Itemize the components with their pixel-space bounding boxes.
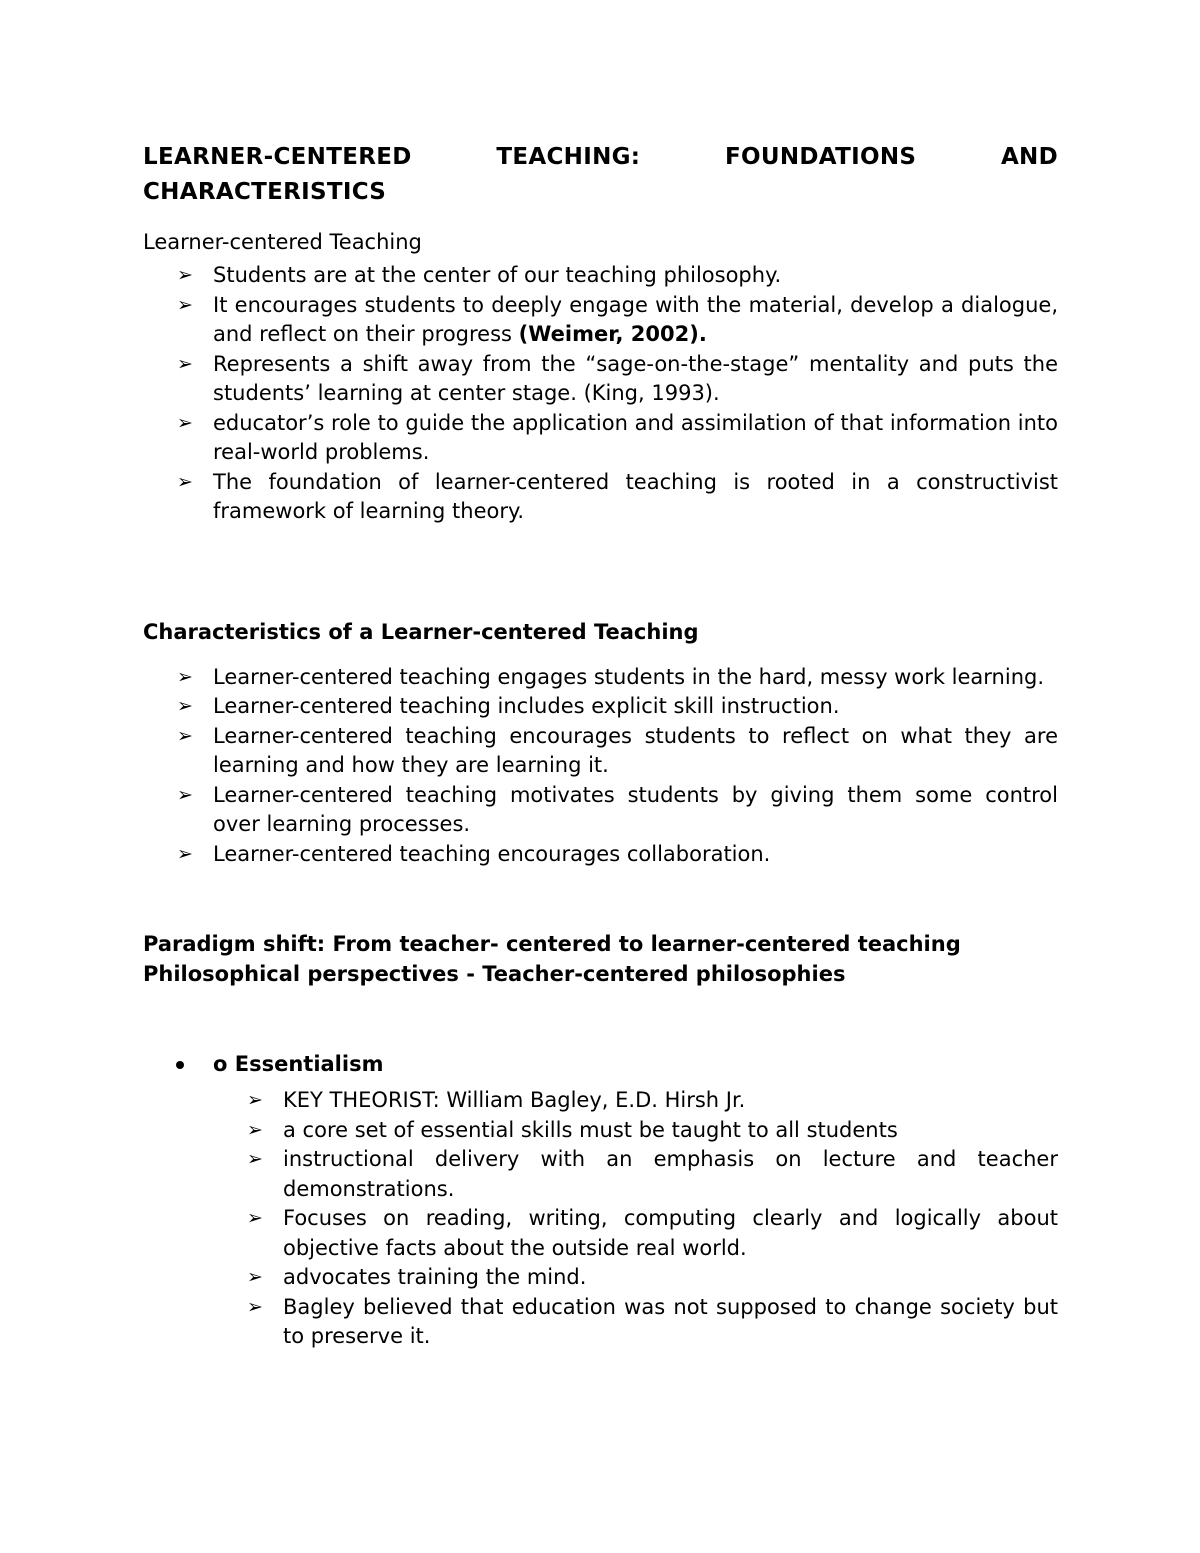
intro-list bbox=[143, 261, 1058, 527]
arrow-bullet-icon: ➢ bbox=[177, 411, 193, 434]
list-item-text: Represents a shift away from the “sage-on-the-stage” mentality and puts the students’ learning at center stage. (King, 1993). bbox=[213, 351, 1058, 405]
list-item bbox=[143, 468, 1058, 527]
list-item bbox=[143, 722, 1058, 781]
arrow-bullet-icon: ➢ bbox=[247, 1148, 263, 1170]
list-item bbox=[143, 1204, 1058, 1263]
intro-subheading: Learner-centered Teaching bbox=[143, 230, 422, 254]
arrow-bullet-icon: ➢ bbox=[177, 783, 193, 806]
essentialism-heading-text: o Essentialism bbox=[213, 1052, 384, 1076]
list-item bbox=[143, 1293, 1058, 1352]
list-item-text: instructional delivery with an emphasis on lecture and teacher demonstrations. bbox=[283, 1147, 1058, 1201]
arrow-bullet-icon: ➢ bbox=[177, 724, 193, 747]
arrow-bullet-icon: ➢ bbox=[177, 264, 193, 286]
list-item bbox=[143, 261, 1058, 291]
list-item bbox=[143, 1145, 1058, 1204]
list-item-text: advocates training the mind. bbox=[283, 1265, 587, 1289]
list-item bbox=[143, 1116, 1058, 1146]
list-item-text: Learner-centered teaching includes explicit skill instruction. bbox=[213, 694, 840, 718]
list-item-text: educator’s role to guide the application and assimilation of that information into real-world problems. bbox=[213, 410, 1058, 464]
page-title bbox=[143, 140, 1058, 210]
list-item bbox=[143, 1086, 1058, 1116]
list-item bbox=[143, 692, 1058, 722]
list-item-text: Learner-centered teaching engages students in the hard, messy work learning. bbox=[213, 664, 1045, 689]
arrow-bullet-icon: ➢ bbox=[177, 665, 193, 688]
document-page bbox=[143, 140, 1058, 1352]
arrow-bullet-icon: ➢ bbox=[247, 1266, 263, 1288]
list-item-text: Bagley believed that education was not supposed to change society but to preserve it. bbox=[283, 1294, 1058, 1348]
paradigm-title-line-2: Philosophical perspectives - Teacher-centered philosophies bbox=[143, 962, 846, 986]
arrow-bullet-icon: ➢ bbox=[247, 1207, 263, 1229]
list-item bbox=[143, 350, 1058, 409]
list-item-text: Learner-centered teaching encourages collaboration. bbox=[213, 841, 771, 866]
list-item-text: KEY THEORIST: William Bagley, E.D. Hirsh Jr. bbox=[283, 1088, 746, 1112]
arrow-bullet-icon: ➢ bbox=[247, 1295, 263, 1318]
page-title-line-1: LEARNER-CENTERED TEACHING: FOUNDATIONS AND bbox=[143, 144, 1058, 170]
list-item-text: Learner-centered teaching motivates students by giving them some control over learning processes. bbox=[213, 782, 1058, 836]
list-item bbox=[143, 663, 1058, 693]
arrow-bullet-icon: ➢ bbox=[247, 1118, 263, 1141]
arrow-bullet-icon: ➢ bbox=[247, 1089, 263, 1111]
arrow-bullet-icon: ➢ bbox=[177, 695, 193, 717]
characteristics-list bbox=[143, 663, 1058, 870]
list-item-text: The foundation of learner-centered teaching is rooted in a constructivist framework of learning theory. bbox=[213, 469, 1058, 523]
spacer bbox=[143, 989, 1058, 1049]
list-item bbox=[143, 840, 1058, 870]
list-item-text: Learner-centered teaching encourages students to reflect on what they are learning and how they are learning it. bbox=[213, 723, 1058, 777]
arrow-bullet-icon: ➢ bbox=[177, 293, 193, 316]
list-item bbox=[143, 291, 1058, 350]
essentialism-list bbox=[143, 1086, 1058, 1352]
bullet-dot-icon bbox=[176, 1061, 184, 1069]
list-item-text: Focuses on reading, writing, computing clearly and logically about objective facts about the outside real world. bbox=[283, 1206, 1058, 1260]
arrow-bullet-icon: ➢ bbox=[177, 352, 193, 375]
paradigm-title-line-1: Paradigm shift: From teacher- centered to learner-centered teaching bbox=[143, 932, 961, 956]
page-title-line-2: CHARACTERISTICS bbox=[143, 179, 387, 205]
spacer bbox=[143, 647, 1058, 663]
arrow-bullet-icon: ➢ bbox=[177, 842, 193, 865]
list-item-text: Students are at the center of our teaching philosophy. bbox=[213, 263, 782, 287]
spacer bbox=[143, 527, 1058, 617]
list-item-text: a core set of essential skills must be taught to all students bbox=[283, 1117, 898, 1142]
arrow-bullet-icon: ➢ bbox=[177, 470, 193, 493]
spacer bbox=[143, 869, 1058, 929]
list-item-text: It encourages students to deeply engage with the material, develop a dialogue, and reflect on their progress bbox=[213, 292, 1058, 346]
list-item bbox=[143, 409, 1058, 468]
citation: (Weimer, 2002). bbox=[518, 322, 707, 346]
list-item bbox=[143, 1263, 1058, 1293]
essentialism-heading bbox=[143, 1049, 1058, 1079]
list-item bbox=[143, 781, 1058, 840]
characteristics-title: Characteristics of a Learner-centered Teaching bbox=[143, 619, 699, 644]
